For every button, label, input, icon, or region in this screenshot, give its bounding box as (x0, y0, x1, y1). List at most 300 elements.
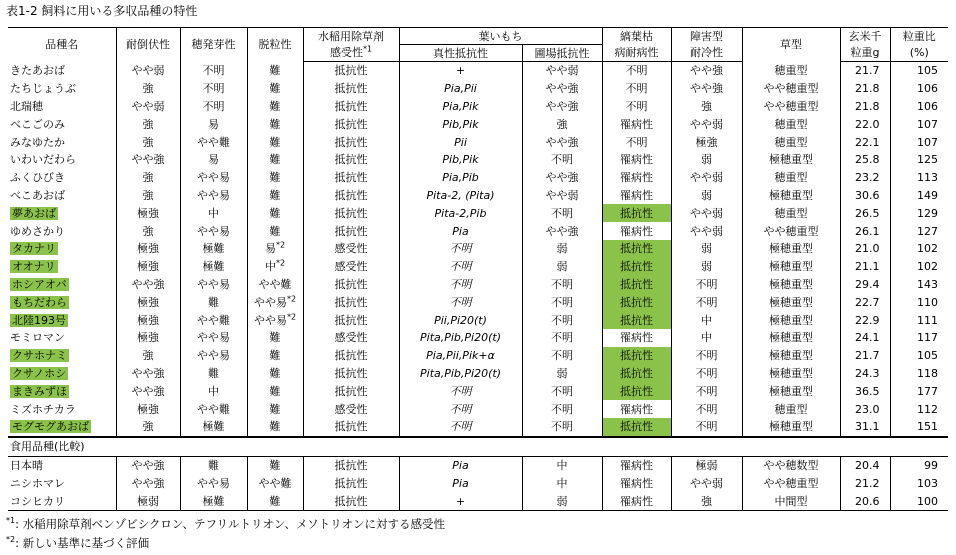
plant-type-cell: 極穂重型 (742, 151, 840, 169)
shattering-cell (247, 187, 303, 205)
grain-ratio-cell: 105 (890, 62, 948, 80)
stripe-cell: 罹病性 (602, 456, 671, 474)
blast-true-cell: 不明 (399, 240, 522, 258)
lodging-cell: やや強 (116, 382, 180, 400)
variety-name-cell (8, 456, 116, 474)
footnote-2 (6, 536, 149, 551)
herbicide-cell: 抵抗性 (303, 187, 399, 205)
lodging-cell: 極強 (116, 240, 180, 258)
header-herbicide-line2 (303, 45, 399, 62)
grain-ratio-cell: 112 (890, 400, 948, 418)
cold-cell: 不明 (671, 347, 742, 365)
variety-name-cell (8, 329, 116, 347)
variety-name: ホシアオバ (12, 277, 67, 291)
variety-name: まきみずほ (12, 384, 67, 398)
cold-cell: 不明 (671, 365, 742, 383)
variety-name: クサホナミ (12, 349, 67, 363)
shattering-cell (247, 276, 303, 294)
plant-type-cell: 極穂重型 (742, 276, 840, 294)
variety-name-cell (8, 98, 116, 116)
table-row (8, 222, 948, 240)
grain-weight-cell: 22.7 (840, 293, 890, 311)
variety-name: べこあおば (10, 188, 65, 202)
shattering-cell (247, 222, 303, 240)
cold-cell: 不明 (671, 293, 742, 311)
grain-ratio-cell: 102 (890, 258, 948, 276)
blast-true-cell: Pia,Pib (399, 169, 522, 187)
stripe-cell: 抵抗性 (602, 258, 671, 276)
grain-weight-cell: 23.2 (840, 169, 890, 187)
table-row (8, 187, 948, 205)
table-row (8, 492, 948, 510)
table-row (8, 115, 948, 133)
blast-field-cell: 不明 (522, 347, 602, 365)
variety-name-cell (8, 311, 116, 329)
blast-field-cell: やや強 (522, 80, 602, 98)
cold-cell: 弱 (671, 240, 742, 258)
cold-cell: 極強 (671, 133, 742, 151)
plant-type-cell: やや穂重型 (742, 474, 840, 492)
sprouting-cell: やや難 (180, 133, 247, 151)
lodging-cell: 強 (116, 133, 180, 151)
shattering-value: やや易 (253, 295, 287, 309)
plant-type-cell: 極穂重型 (742, 382, 840, 400)
variety-name: べこごのみ (10, 117, 65, 131)
variety-name: たちじょうぶ (10, 82, 76, 96)
variety-name-cell (8, 293, 116, 311)
footnote-1-text: : 水稲用除草剤ベンゾビシクロン、テフリルトリオン、メソトリオンに対する感受性 (15, 517, 446, 531)
plant-type-cell: 極穂重型 (742, 187, 840, 205)
herbicide-cell: 抵抗性 (303, 151, 399, 169)
variety-name-cell (8, 347, 116, 365)
grain-ratio-cell: 106 (890, 98, 948, 116)
variety-name-cell (8, 400, 116, 418)
shattering-cell (247, 258, 303, 276)
variety-name-cell (8, 240, 116, 258)
variety-name: 夢あおば (12, 206, 56, 220)
grain-weight-cell: 36.5 (840, 382, 890, 400)
grain-ratio-cell: 118 (890, 365, 948, 383)
grain-ratio-cell: 113 (890, 169, 948, 187)
shattering-cell (247, 329, 303, 347)
lodging-cell: 極強 (116, 293, 180, 311)
footnote-1 (6, 517, 445, 532)
herbicide-cell: 抵抗性 (303, 347, 399, 365)
shattering-cell (247, 204, 303, 222)
grain-weight-cell: 21.7 (840, 347, 890, 365)
stripe-cell: 不明 (602, 80, 671, 98)
blast-true-cell: + (399, 492, 522, 510)
blast-field-cell: 不明 (522, 329, 602, 347)
variety-name-cell (8, 418, 116, 437)
plant-type-cell: 極穂重型 (742, 311, 840, 329)
header-stripe-line2: 病耐病性 (602, 45, 671, 62)
grain-ratio-cell: 177 (890, 382, 948, 400)
variety-name: オオナリ (12, 260, 56, 274)
section-row (8, 437, 948, 456)
variety-name-cell (8, 80, 116, 98)
stripe-cell: 不明 (602, 133, 671, 151)
grain-weight-cell: 25.8 (840, 151, 890, 169)
sprouting-cell: やや易 (180, 474, 247, 492)
table-row (8, 311, 948, 329)
plant-type-cell: 中間型 (742, 492, 840, 510)
shattering-cell (247, 474, 303, 492)
plant-type-cell: 極穂重型 (742, 258, 840, 276)
grain-weight-cell: 26.1 (840, 222, 890, 240)
variety-name-cell (8, 204, 116, 222)
plant-type-cell: 極穂重型 (742, 347, 840, 365)
plant-type-cell: 穂重型 (742, 133, 840, 151)
plant-type-cell: 極穂重型 (742, 329, 840, 347)
lodging-cell: やや強 (116, 151, 180, 169)
shattering-value: 難 (269, 420, 281, 434)
variety-name: もちだわら (12, 295, 67, 309)
food-section (8, 437, 948, 456)
blast-field-cell: 不明 (522, 204, 602, 222)
blast-true-cell: 不明 (399, 276, 522, 294)
blast-field-cell: 弱 (522, 492, 602, 510)
shattering-cell (247, 382, 303, 400)
herbicide-cell: 感受性 (303, 329, 399, 347)
grain-ratio-cell: 127 (890, 222, 948, 240)
grain-ratio-cell: 106 (890, 80, 948, 98)
header-ratio-line2: (%) (890, 45, 948, 62)
shattering-value: 難 (269, 366, 281, 380)
shattering-cell (247, 151, 303, 169)
header-cold-line1: 障害型 (671, 28, 742, 45)
grain-weight-cell: 29.4 (840, 276, 890, 294)
sprouting-cell: 中 (180, 204, 247, 222)
stripe-cell: 抵抗性 (602, 382, 671, 400)
stripe-cell: 罹病性 (602, 169, 671, 187)
herbicide-cell: 抵抗性 (303, 276, 399, 294)
lodging-cell: やや弱 (116, 98, 180, 116)
blast-field-cell: 強 (522, 115, 602, 133)
sprouting-cell: 易 (180, 151, 247, 169)
shattering-value: 中 (264, 260, 276, 274)
plant-type-cell: 穂重型 (742, 115, 840, 133)
header-blast-field: 圃場抵抗性 (522, 45, 602, 62)
stripe-cell: 罹病性 (602, 222, 671, 240)
variety-name: モミロマン (10, 331, 65, 345)
table-row (8, 240, 948, 258)
grain-weight-cell: 21.8 (840, 98, 890, 116)
sprouting-cell: やや難 (180, 311, 247, 329)
grain-weight-cell: 20.6 (840, 492, 890, 510)
blast-field-cell: 弱 (522, 240, 602, 258)
herbicide-cell: 抵抗性 (303, 115, 399, 133)
table-row (8, 456, 948, 474)
sprouting-cell: やや易 (180, 222, 247, 240)
lodging-cell: 極強 (116, 329, 180, 347)
variety-name: コシヒカリ (10, 494, 65, 508)
variety-name-cell (8, 187, 116, 205)
stripe-cell: 罹病性 (602, 151, 671, 169)
variety-name: ゆめさかり (10, 224, 65, 238)
header-grain-line2: 粒重g (840, 45, 890, 62)
stripe-cell: 罹病性 (602, 474, 671, 492)
herbicide-cell: 抵抗性 (303, 418, 399, 437)
grain-weight-cell: 31.1 (840, 418, 890, 437)
blast-field-cell: 不明 (522, 400, 602, 418)
cold-cell: 中 (671, 329, 742, 347)
shattering-cell (247, 115, 303, 133)
grain-ratio-cell: 103 (890, 474, 948, 492)
shattering-value: 難 (269, 206, 281, 220)
shattering-cell (247, 400, 303, 418)
variety-name: 日本晴 (10, 458, 43, 472)
cold-cell: やや弱 (671, 474, 742, 492)
shattering-cell (247, 80, 303, 98)
stripe-cell: 抵抗性 (602, 276, 671, 294)
table-row (8, 400, 948, 418)
blast-true-cell: Pib,Pik (399, 115, 522, 133)
stripe-cell: 抵抗性 (602, 311, 671, 329)
variety-name: ニシホマレ (10, 476, 65, 490)
sprouting-cell: 難 (180, 293, 247, 311)
herbicide-cell: 感受性 (303, 400, 399, 418)
shattering-value: 難 (269, 458, 281, 472)
cold-cell: 弱 (671, 187, 742, 205)
herbicide-cell: 抵抗性 (303, 311, 399, 329)
sprouting-cell: 難 (180, 365, 247, 383)
shattering-value: 難 (269, 153, 281, 167)
grain-ratio-cell: 143 (890, 276, 948, 294)
plant-type-cell: やや穂数型 (742, 456, 840, 474)
herbicide-cell: 抵抗性 (303, 204, 399, 222)
shattering-value: 難 (269, 82, 281, 96)
blast-true-cell: 不明 (399, 382, 522, 400)
blast-true-cell: Pia (399, 474, 522, 492)
plant-type-cell: 極穂重型 (742, 240, 840, 258)
blast-true-cell: 不明 (399, 400, 522, 418)
variety-name: 北陸193号 (12, 313, 66, 327)
sprouting-cell: やや易 (180, 329, 247, 347)
table-row (8, 80, 948, 98)
variety-name-cell (8, 276, 116, 294)
herbicide-cell: 感受性 (303, 240, 399, 258)
grain-ratio-cell: 125 (890, 151, 948, 169)
header-grain-line1: 玄米千 (840, 28, 890, 45)
cold-cell: やや弱 (671, 169, 742, 187)
grain-ratio-cell: 100 (890, 492, 948, 510)
lodging-cell: 強 (116, 347, 180, 365)
blast-field-cell: やや強 (522, 98, 602, 116)
variety-name-cell (8, 258, 116, 276)
lodging-cell: 強 (116, 80, 180, 98)
blast-true-cell: Pii,Pi20(t) (399, 311, 522, 329)
blast-field-cell: やや弱 (522, 62, 602, 80)
grain-weight-cell: 21.8 (840, 80, 890, 98)
lodging-cell: やや強 (116, 456, 180, 474)
table-caption: 表1-2 飼料に用いる多収品種の特性 (6, 4, 198, 18)
lodging-cell: 極弱 (116, 492, 180, 510)
blast-field-cell: やや強 (522, 169, 602, 187)
variety-name: 北瑞穂 (10, 99, 43, 113)
stripe-cell: 不明 (602, 62, 671, 80)
grain-weight-cell: 21.0 (840, 240, 890, 258)
shattering-footnote-mark: *2 (286, 311, 297, 321)
header-plant-type: 草型 (742, 28, 840, 62)
sprouting-cell: 不明 (180, 98, 247, 116)
grain-ratio-cell: 151 (890, 418, 948, 437)
stripe-cell: 抵抗性 (602, 347, 671, 365)
shattering-cell (247, 347, 303, 365)
shattering-value: 難 (269, 99, 281, 113)
blast-true-cell: Pia,Pik (399, 98, 522, 116)
plant-type-cell: 極穂重型 (742, 293, 840, 311)
plant-type-cell: 穂重型 (742, 62, 840, 80)
sprouting-cell: 極難 (180, 492, 247, 510)
shattering-value: 難 (269, 402, 281, 416)
blast-field-cell: やや強 (522, 133, 602, 151)
sprouting-cell: 不明 (180, 62, 247, 80)
shattering-value: 難 (269, 384, 281, 398)
shattering-cell (247, 98, 303, 116)
blast-field-cell: 中 (522, 456, 602, 474)
blast-true-cell: + (399, 62, 522, 80)
blast-true-cell: Pita-2, (Pita) (399, 187, 522, 205)
shattering-value: やや難 (258, 277, 292, 291)
cold-cell: 弱 (671, 258, 742, 276)
plant-type-cell: 穂重型 (742, 169, 840, 187)
grain-weight-cell: 22.0 (840, 115, 890, 133)
herbicide-cell: 感受性 (303, 258, 399, 276)
shattering-footnote-mark: *2 (275, 240, 286, 250)
herbicide-cell: 抵抗性 (303, 80, 399, 98)
plant-type-cell: 極穂重型 (742, 418, 840, 437)
cold-cell: やや強 (671, 62, 742, 80)
grain-weight-cell: 30.6 (840, 187, 890, 205)
variety-name-cell (8, 365, 116, 383)
herbicide-cell: 抵抗性 (303, 365, 399, 383)
shattering-cell (247, 456, 303, 474)
blast-true-cell: Pita,Pib,Pi20(t) (399, 329, 522, 347)
sprouting-cell: やや易 (180, 187, 247, 205)
blast-true-cell: Pib,Pik (399, 151, 522, 169)
grain-ratio-cell: 102 (890, 240, 948, 258)
variety-name: クサノホシ (12, 366, 67, 380)
herbicide-cell: 抵抗性 (303, 169, 399, 187)
plant-type-cell: 穂重型 (742, 400, 840, 418)
sprouting-cell: やや易 (180, 276, 247, 294)
variety-name-cell (8, 115, 116, 133)
table-row (8, 62, 948, 80)
table-row (8, 258, 948, 276)
blast-true-cell: Pita-2,Pib (399, 204, 522, 222)
shattering-cell (247, 169, 303, 187)
blast-field-cell: やや強 (522, 222, 602, 240)
shattering-value: 易 (264, 242, 276, 256)
variety-name-cell (8, 151, 116, 169)
shattering-cell (247, 240, 303, 258)
stripe-cell: 抵抗性 (602, 240, 671, 258)
grain-ratio-cell: 107 (890, 133, 948, 151)
lodging-cell: やや弱 (116, 62, 180, 80)
variety-name-cell (8, 133, 116, 151)
grain-ratio-cell: 117 (890, 329, 948, 347)
shattering-value: 難 (269, 64, 281, 78)
grain-weight-cell: 21.1 (840, 258, 890, 276)
cold-cell: やや弱 (671, 222, 742, 240)
shattering-cell (247, 293, 303, 311)
grain-weight-cell: 20.4 (840, 456, 890, 474)
header-sprouting: 穂発芽性 (180, 28, 247, 62)
lodging-cell: やや強 (116, 474, 180, 492)
variety-name: ミズホチカラ (10, 402, 76, 416)
shattering-value: 難 (269, 494, 281, 508)
grain-weight-cell: 24.1 (840, 329, 890, 347)
variety-name-cell (8, 474, 116, 492)
cold-cell: 不明 (671, 418, 742, 437)
header-cold-line2: 耐冷性 (671, 45, 742, 62)
sprouting-cell: 極難 (180, 240, 247, 258)
grain-weight-cell: 22.9 (840, 311, 890, 329)
stripe-cell: 罹病性 (602, 115, 671, 133)
lodging-cell: やや強 (116, 365, 180, 383)
blast-true-cell: Pia (399, 222, 522, 240)
shattering-cell (247, 365, 303, 383)
cold-cell: やや弱 (671, 204, 742, 222)
herbicide-cell: 抵抗性 (303, 474, 399, 492)
lodging-cell: やや強 (116, 276, 180, 294)
shattering-value: 難 (269, 349, 281, 363)
stripe-cell: 抵抗性 (602, 204, 671, 222)
table-row (8, 133, 948, 151)
cold-cell: 強 (671, 98, 742, 116)
grain-ratio-cell: 105 (890, 347, 948, 365)
cold-cell: やや強 (671, 80, 742, 98)
table-row (8, 293, 948, 311)
shattering-value: 難 (269, 188, 281, 202)
stripe-cell: 抵抗性 (602, 293, 671, 311)
grain-ratio-cell: 149 (890, 187, 948, 205)
table-row (8, 382, 948, 400)
blast-true-cell: Pita,Pib,Pi20(t) (399, 365, 522, 383)
sprouting-cell: 不明 (180, 80, 247, 98)
herbicide-cell: 抵抗性 (303, 133, 399, 151)
table-row (8, 474, 948, 492)
sprouting-cell: やや易 (180, 347, 247, 365)
sprouting-cell: やや易 (180, 169, 247, 187)
variety-name: モグモグあおば (12, 420, 89, 434)
shattering-value: 難 (269, 135, 281, 149)
variety-name: いわいだわら (10, 153, 76, 167)
plant-type-cell: やや穂重型 (742, 80, 840, 98)
footnote-2-text: : 新しい基準に基づく評価 (15, 536, 150, 550)
blast-field-cell: 弱 (522, 365, 602, 383)
lodging-cell: 極強 (116, 258, 180, 276)
sprouting-cell: 極難 (180, 418, 247, 437)
lodging-cell: 強 (116, 418, 180, 437)
footnote-2-mark: *2 (6, 535, 16, 545)
stripe-cell: 罹病性 (602, 187, 671, 205)
grain-weight-cell: 24.3 (840, 365, 890, 383)
blast-field-cell: 中 (522, 474, 602, 492)
blast-true-cell: Pia (399, 456, 522, 474)
lodging-cell: 強 (116, 187, 180, 205)
table-row (8, 151, 948, 169)
herbicide-cell: 抵抗性 (303, 492, 399, 510)
lodging-cell: 強 (116, 169, 180, 187)
variety-name: みなゆたか (10, 135, 65, 149)
grain-ratio-cell: 111 (890, 311, 948, 329)
plant-type-cell: やや穂重型 (742, 222, 840, 240)
shattering-value: やや難 (258, 476, 292, 490)
grain-weight-cell: 21.7 (840, 62, 890, 80)
blast-field-cell: 不明 (522, 151, 602, 169)
